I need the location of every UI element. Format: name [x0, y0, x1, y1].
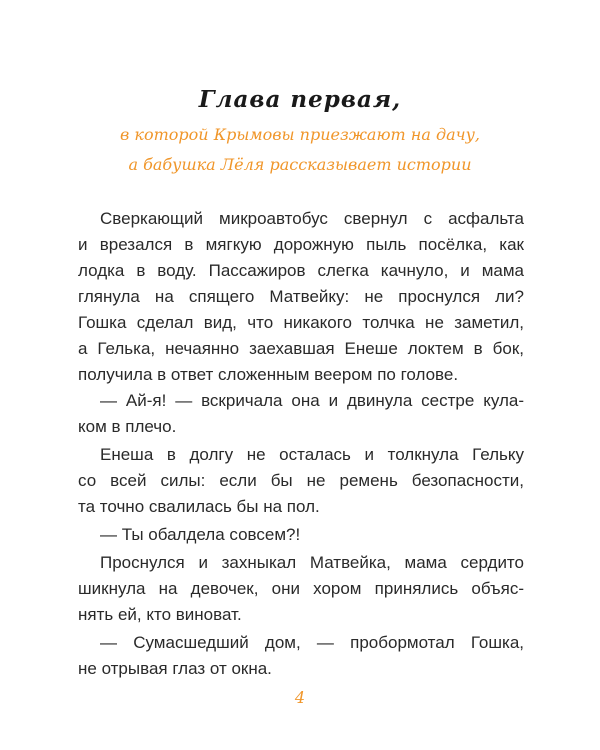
text-line: Проснулся и захныкал Матвейка, мама сердито	[100, 553, 524, 572]
text-line: Сверкающий микроавтобус свернул с асфальта	[100, 209, 524, 228]
text-line: не отрывая глаз от окна.	[78, 659, 272, 678]
text-line: со всей силы: если бы не ремень безопасности,	[78, 471, 524, 490]
text-line: та точно свалилась бы на пол.	[78, 497, 320, 516]
text-line: нять ей, кто виноват.	[78, 605, 242, 624]
chapter-subtitle-line-1: в которой Крымовы приезжают на дачу,	[120, 125, 480, 144]
text-line: и врезался в мягкую дорожную пыль посёлка, как	[78, 235, 524, 254]
text-line: шикнула на девочек, они хором принялись объяс-	[78, 579, 524, 598]
body-text	[78, 206, 524, 682]
text-line: ком в плечо.	[78, 417, 177, 436]
text-line: Гошка сделал вид, что никакого толчка не заметил,	[78, 313, 524, 332]
chapter-subtitle-line-2: а бабушка Лёля рассказывает истории	[128, 155, 472, 174]
chapter-title: Глава первая,	[198, 86, 402, 113]
text-line: получила в ответ сложенным веером по голове.	[78, 365, 459, 384]
page-number: 4	[294, 688, 306, 707]
text-line: Енеша в долгу не осталась и толкнула Гельку	[100, 445, 524, 464]
text-line: — Ты обалдела совсем?!	[100, 525, 301, 544]
text-line: глянула на спящего Матвейку: не проснулся ли?	[78, 287, 524, 306]
text-line: — Сумасшедший дом, — пробормотал Гошка,	[100, 633, 524, 652]
text-line: лодка в воду. Пассажиров слегка качнуло, и мама	[78, 261, 524, 280]
text-line: — Ай-я! — вскричала она и двинула сестре кула-	[100, 391, 524, 410]
text-line: а Гелька, нечаянно заехавшая Енеше локтем в бок,	[78, 339, 524, 358]
